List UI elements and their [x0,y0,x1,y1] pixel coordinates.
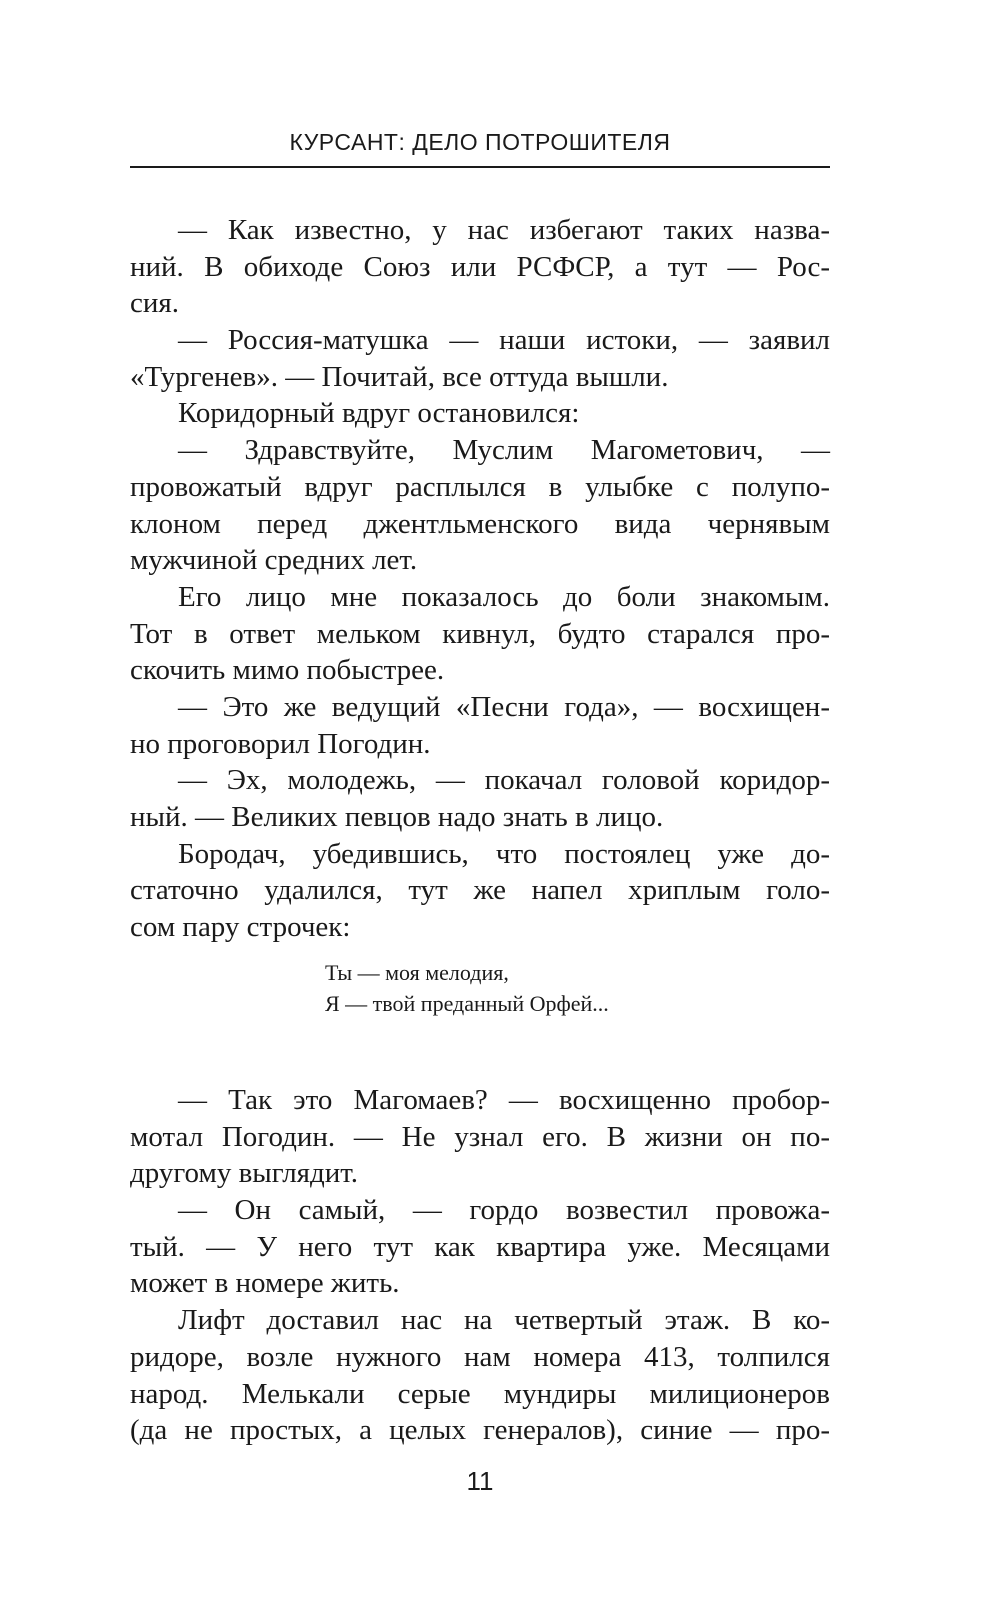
text-line: скочить мимо побыстрее. [130,654,445,687]
page-number: 11 [466,1466,494,1496]
text-line: ний. В обиходе Союз или РСФСР, а тут — Рос- [130,250,830,283]
text-line: народ. Мелькали серые мундиры милиционеров [130,1377,830,1410]
text-line: ный. — Великих певцов надо знать в лицо. [130,801,664,833]
text-line: — Так это Магомаев? — восхищенно пробор- [178,1084,830,1116]
text-line: (да не простых, а целых генералов), синие — про- [130,1414,830,1447]
text-line: провожатый вдруг расплылся в улыбке с полупо- [130,470,830,503]
text-line: — Это же ведущий «Песни года», — восхищен- [178,690,830,723]
text-line: Его лицо мне показалось до боли знакомым. [178,580,830,613]
text-line: Лифт доставил нас на четвертый этаж. В ко- [178,1304,830,1337]
text-line: — Здравствуйте, Муслим Магометович, — [178,434,830,467]
text-line: мотал Погодин. — Не узнал его. В жизни он по- [130,1120,830,1153]
text-line: но проговорил Погодин. [130,727,431,760]
text-line: клоном перед джентльменского вида чернявым [130,507,830,540]
text-line: Тот в ответ мельком кивнул, будто старался про- [130,617,830,650]
text-line: — Он самый, — гордо возвестил провожа- [178,1194,830,1227]
poem-line: Я — твой преданный Орфей... [325,991,609,1016]
text-line: сия. [130,287,179,320]
text-line: — Эх, молодежь, — покачал головой коридор- [178,764,830,797]
text-line: мужчиной средних лет. [130,544,418,577]
header-rule [130,166,830,168]
text-line: другому выглядит. [130,1157,359,1190]
text-line: сом пару строчек: [130,911,351,944]
text-line: тый. — У него тут как квартира уже. Месяцами [130,1230,830,1263]
poem-line: Ты — моя мелодия, [325,960,509,985]
text-line: ридоре, возле нужного нам номера 413, толпился [130,1340,830,1373]
text-block-top [130,212,830,946]
running-head: КУРСАНТ: ДЕЛО ПОТРОШИТЕЛЯ [289,129,671,155]
text-line: Коридорный вдруг остановился: [178,397,580,430]
poem-quote [325,957,609,1019]
text-line: — Как известно, у нас избегают таких назва- [178,214,830,246]
text-line: — Россия-матушка — наши истоки, — заявил [178,324,830,357]
text-block-bottom [130,1082,830,1449]
text-line: Бородач, убедившись, что постоялец уже до- [178,837,830,870]
text-line: «Тургенев». — Почитай, все оттуда вышли. [130,360,669,393]
text-line: статочно удалился, тут же напел хриплым голо- [130,874,830,907]
text-line: может в номере жить. [130,1267,400,1300]
